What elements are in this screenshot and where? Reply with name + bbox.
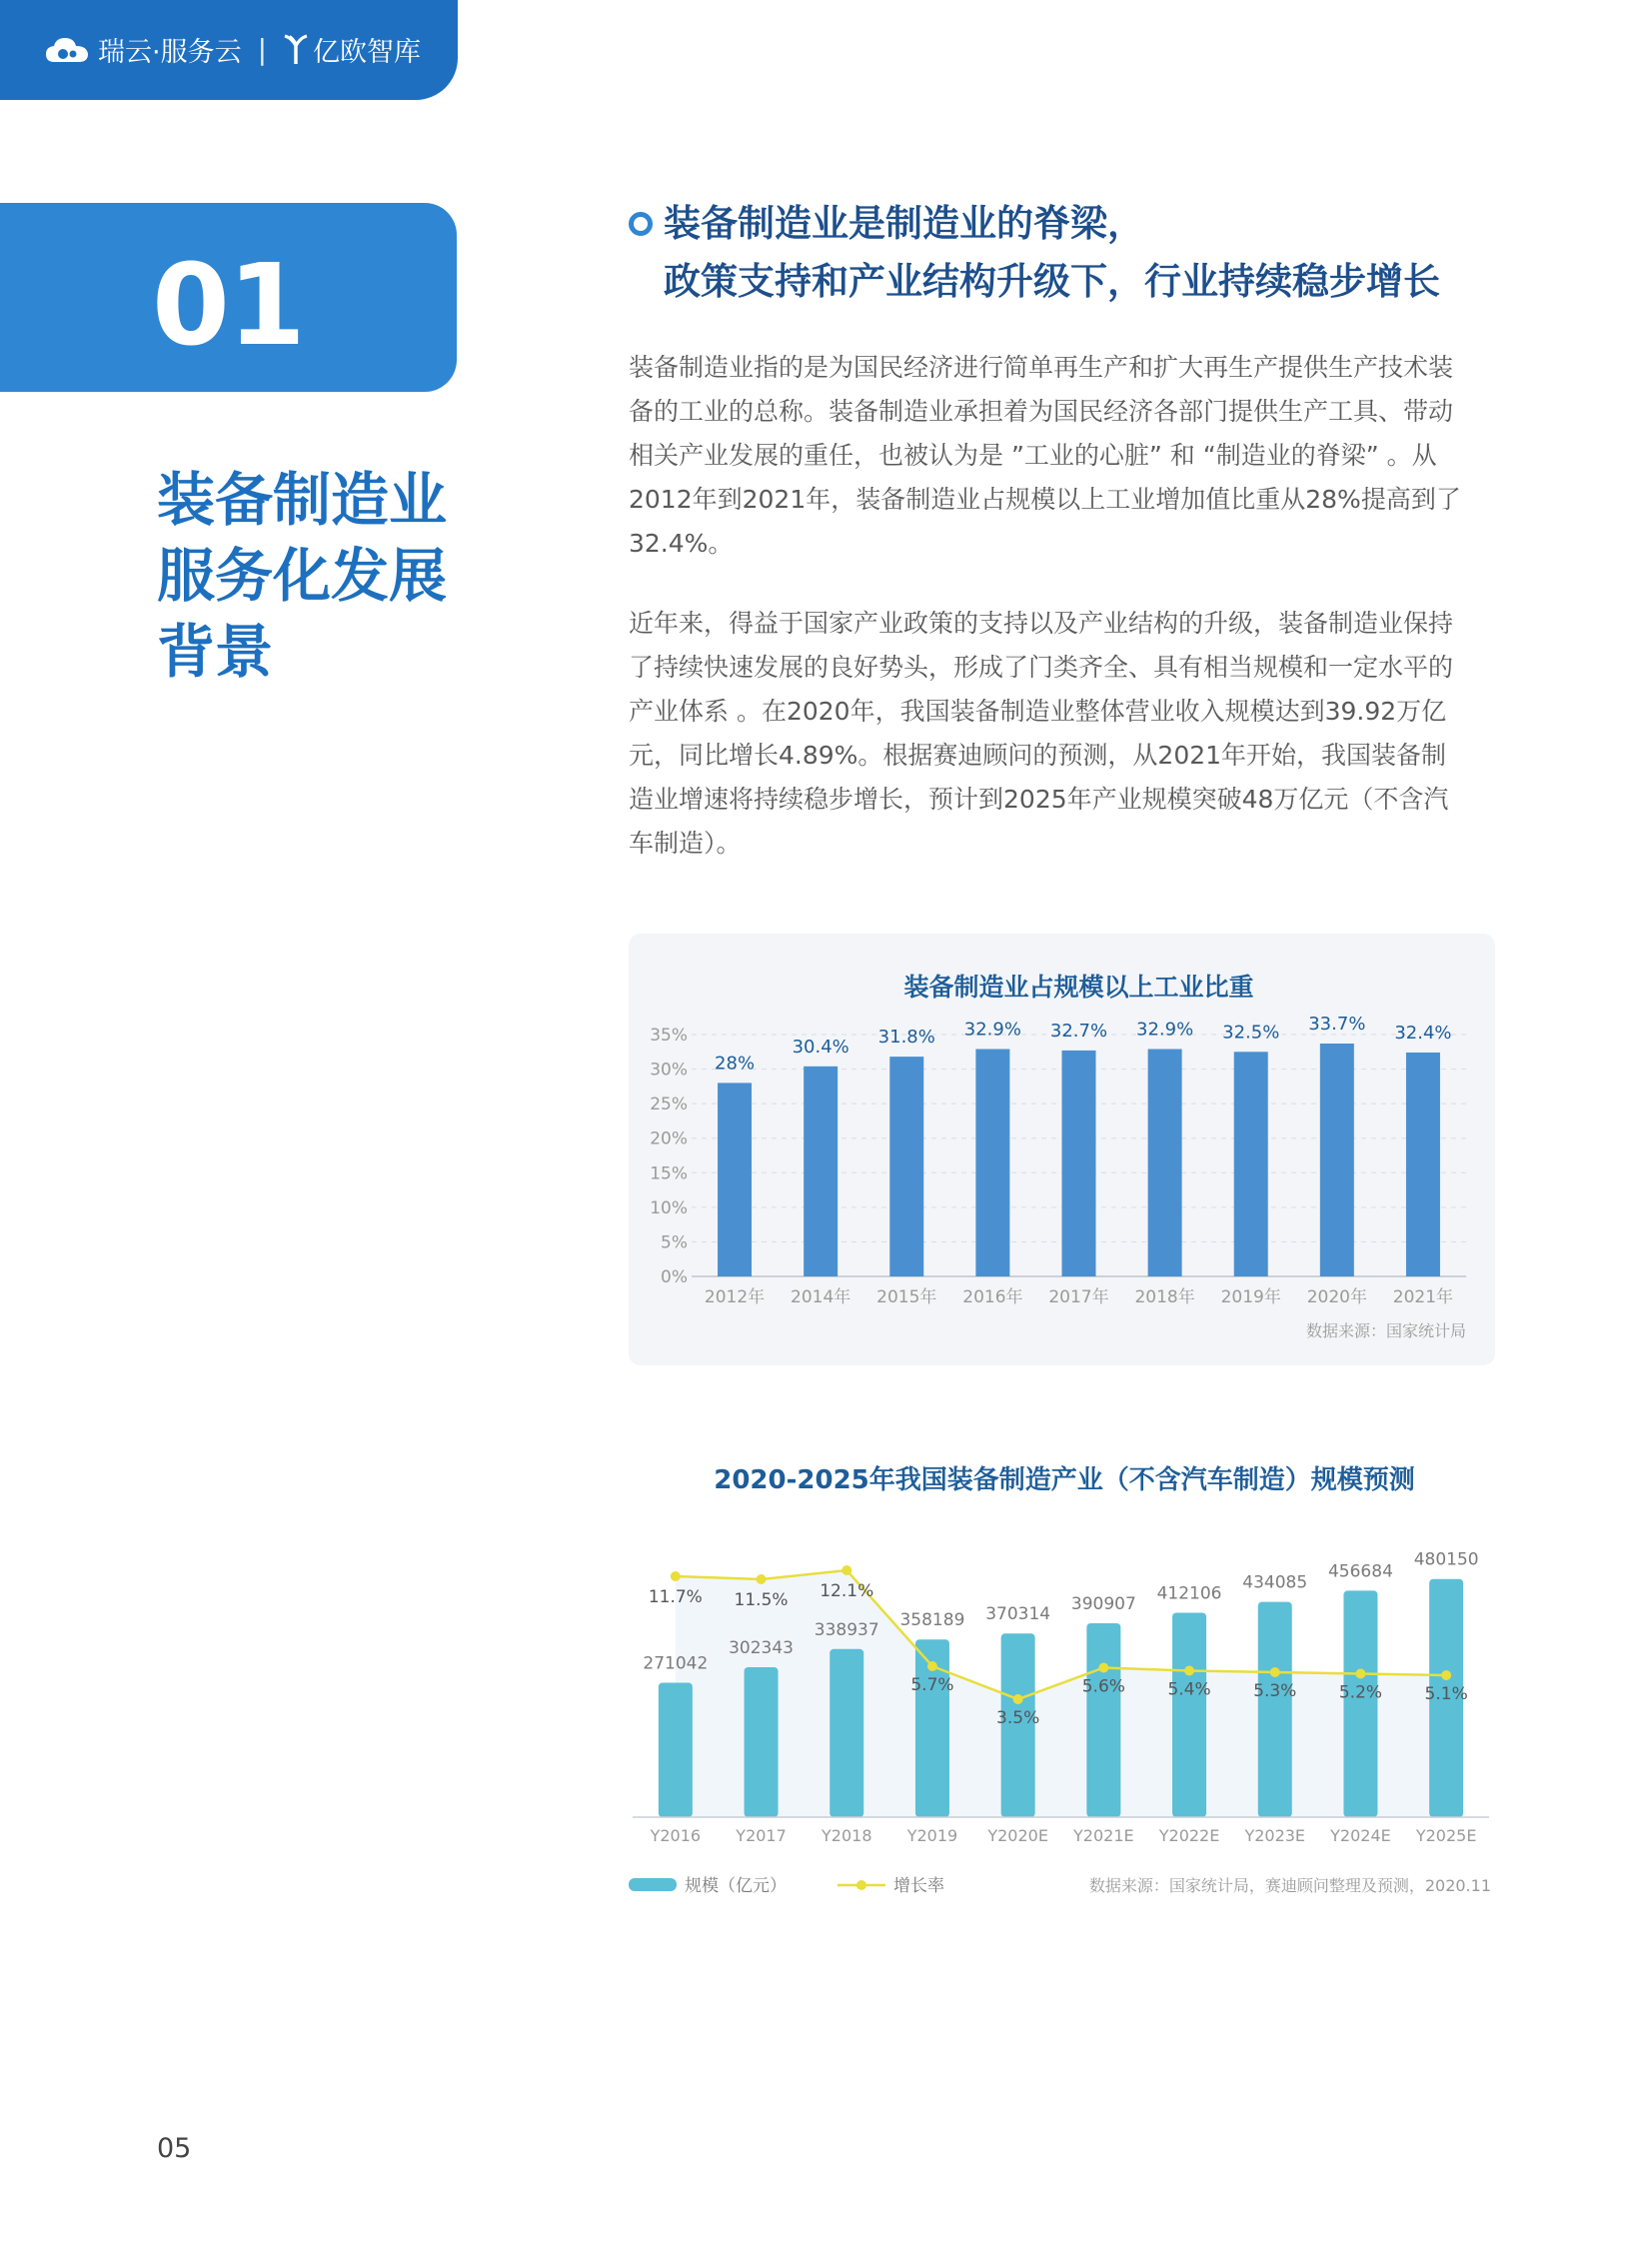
bar-value-label: 32.9% [963, 1019, 1021, 1041]
x-tick-label: 2016年 [962, 1287, 1023, 1307]
line-value-label: 5.2% [1338, 1682, 1383, 1703]
line-value-label: 5.4% [1167, 1679, 1211, 1700]
bar-value-label: 370314 [985, 1604, 1051, 1625]
line-point [671, 1571, 681, 1581]
paragraph-line: 相关产业发展的重任，也被认为是 ”工业的心脏” 和 “制造业的脊梁” 。从 [629, 441, 1437, 470]
x-tick-label: Y2024E [1330, 1826, 1391, 1845]
bar-value-label: 271042 [643, 1653, 709, 1674]
line-value-label: 5.1% [1424, 1684, 1468, 1704]
bar-value-label: 32.4% [1394, 1022, 1452, 1044]
bar [1172, 1612, 1206, 1817]
y-tick-label: 10% [650, 1197, 688, 1218]
line-point [1013, 1694, 1023, 1704]
line-point [757, 1574, 767, 1584]
line-point [1355, 1669, 1365, 1679]
x-tick-label: 2012年 [704, 1287, 766, 1307]
brand-separator: | [257, 33, 268, 66]
line-value-label: 5.7% [910, 1675, 954, 1695]
line-value-label: 5.3% [1253, 1681, 1297, 1701]
headline-line: 装备制造业是制造业的脊梁， [664, 202, 1144, 245]
line-value-label: 12.1% [820, 1581, 874, 1601]
bar-value-label: 358189 [899, 1610, 965, 1631]
bar-value-label: 32.9% [1136, 1019, 1194, 1041]
bar-value-label: 434085 [1242, 1572, 1308, 1593]
bar-value-label: 456684 [1327, 1561, 1393, 1582]
legend-line-dot [856, 1880, 866, 1890]
x-tick-label: Y2019 [906, 1826, 958, 1845]
paragraph-line: 2012年到2021年，装备制造业占规模以上工业增加值比重从28%提高到了 [629, 485, 1461, 514]
bar-value-label: 302343 [729, 1637, 795, 1658]
line-point [841, 1565, 851, 1575]
bar-value-label: 32.5% [1222, 1022, 1280, 1044]
paragraph-line: 32.4%。 [629, 529, 734, 558]
x-tick-label: Y2020E [987, 1826, 1048, 1845]
bar-value-label: 480150 [1413, 1549, 1479, 1570]
bar-value-label: 412106 [1156, 1583, 1222, 1604]
y-tick-label: 0% [661, 1267, 688, 1287]
x-tick-label: 2021年 [1392, 1287, 1454, 1307]
x-tick-label: Y2025E [1415, 1826, 1477, 1845]
y-tick-label: 35% [650, 1026, 688, 1046]
y-tick-label: 20% [650, 1128, 688, 1149]
paragraph-line: 了持续快速发展的良好势头，形成了门类齐全、具有相当规模和一定水平的 [629, 653, 1454, 682]
section-title-line: 服务化发展 [157, 542, 448, 610]
paragraph-line: 近年来，得益于国家产业政策的支持以及产业结构的升级，装备制造业保持 [629, 609, 1454, 638]
paragraph-line: 车制造）。 [629, 829, 742, 858]
x-tick-label: 2017年 [1048, 1287, 1109, 1307]
bar-value-label: 31.8% [877, 1027, 935, 1049]
bar-value-label: 390907 [1070, 1593, 1136, 1614]
line-value-label: 3.5% [996, 1708, 1040, 1728]
legend-line-label: 增长率 [893, 1876, 944, 1896]
x-tick-label: Y2016 [650, 1826, 702, 1845]
brand-name-yiou: 亿欧智库 [313, 37, 422, 68]
section-title-line: 背景 [157, 618, 274, 686]
x-tick-label: Y2023E [1244, 1826, 1306, 1845]
section-number: 01 [152, 241, 304, 371]
chart-source: 数据来源：国家统计局，赛迪顾问整理及预测，2020.11 [1088, 1876, 1491, 1895]
line-point [1441, 1670, 1451, 1680]
bar-value-label: 338937 [814, 1619, 879, 1640]
bar [745, 1667, 779, 1817]
legend-bar-label: 规模（亿元） [685, 1876, 787, 1896]
line-point [1270, 1667, 1280, 1677]
x-tick-label: Y2018 [822, 1826, 872, 1845]
line-value-label: 11.7% [648, 1587, 703, 1607]
bar [1258, 1602, 1292, 1817]
bar [659, 1682, 693, 1817]
line-value-label: 5.6% [1081, 1676, 1125, 1697]
paragraph-line: 备的工业的总称。装备制造业承担着为国民经济各部门提供生产工具、带动 [629, 397, 1454, 426]
bar [829, 1649, 863, 1817]
bar-value-label: 33.7% [1308, 1013, 1366, 1035]
bar-value-label: 28% [715, 1053, 756, 1075]
paragraph-line: 造业增速将持续稳步增长，预计到2025年产业规模突破48万亿元（不含汽 [629, 785, 1449, 814]
y-tick-label: 25% [650, 1095, 688, 1116]
line-point [1098, 1663, 1108, 1673]
y-tick-label: 5% [661, 1232, 688, 1253]
x-tick-label: Y2022E [1158, 1826, 1220, 1845]
headline-line: 政策支持和产业结构升级下，行业持续稳步增长 [664, 260, 1440, 303]
line-value-label: 11.5% [734, 1590, 789, 1610]
line-point [927, 1661, 937, 1671]
y-tick-label: 30% [650, 1060, 688, 1081]
paragraph-line: 元，同比增长4.89%。根据赛迪顾问的预测，从2021年开始，我国装备制 [629, 741, 1447, 770]
paragraph-line: 装备制造业指的是为国民经济进行简单再生产和扩大再生产提供生产技术装 [629, 353, 1454, 382]
x-tick-label: 2015年 [876, 1287, 937, 1307]
bar-value-label: 30.4% [792, 1036, 849, 1058]
chart-title: 2020-2025年我国装备制造产业（不含汽车制造）规模预测 [714, 1465, 1415, 1495]
x-tick-label: 2018年 [1134, 1287, 1195, 1307]
bar [1086, 1623, 1120, 1817]
line-point [1184, 1666, 1194, 1676]
y-tick-label: 15% [650, 1163, 688, 1184]
section-title-line: 装备制造业 [157, 466, 448, 534]
page-number: 05 [157, 2133, 192, 2164]
x-tick-label: Y2021E [1073, 1826, 1134, 1845]
line-area [676, 1570, 1446, 1817]
brand-name-ruiyun: 瑞云·服务云 [98, 37, 242, 68]
x-tick-label: 2014年 [791, 1287, 851, 1307]
chart-title: 装备制造业占规模以上工业比重 [903, 973, 1254, 1002]
legend-bar-swatch [629, 1878, 677, 1891]
bar [1343, 1590, 1377, 1817]
paragraph-line: 产业体系 。在2020年，我国装备制造业整体营业收入规模达到39.92万亿 [629, 697, 1447, 726]
x-tick-label: 2019年 [1220, 1287, 1281, 1307]
x-tick-label: Y2017 [736, 1826, 787, 1845]
x-tick-label: 2020年 [1306, 1287, 1367, 1307]
chart-source: 数据来源：国家统计局 [1305, 1321, 1466, 1340]
bar-value-label: 32.7% [1049, 1020, 1108, 1042]
